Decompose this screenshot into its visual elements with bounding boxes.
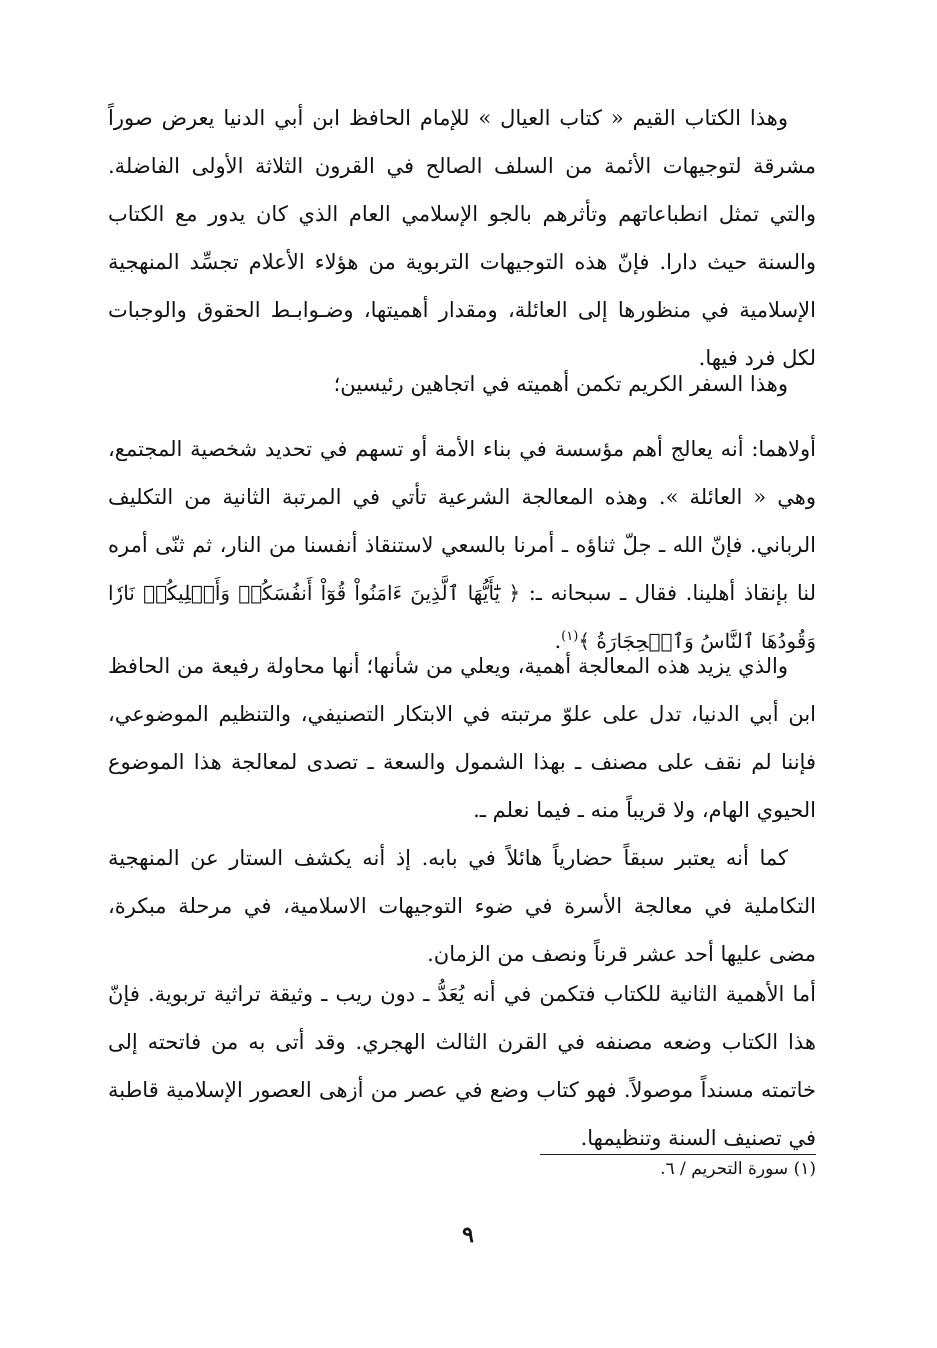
paragraph-intro-text: وهذا الكتاب القيم « كتاب العيال » للإمام الحافظ ابن أبي الدنيا يعرض صوراً مشرقة لتوجيهات الأئمة من السلف الصالح في القرون الثلاثة الأولى الفاضلة. والتي تمثل انطباعاتهم وتأثرهم بالجو الإسلامي العام الذي كان يدور مع الكتاب والسنة حيث دارا. فإنّ هذه التوجيهات التربوية من هؤلاء الأعلام تجسِّد المنهجية الإسلامية في منظورها إلى العائلة، ومقدار أهميتها، وضـوابـط الحقوق والوجبات لكل فرد فيها. bbox=[108, 106, 816, 370]
paragraph-first-aspect-text: أولاهما: أنه يعالج أهم مؤسسة في بناء الأمة أو تسهم في تحديد شخصية المجتمع، وهي « العائلة ». وهذه المعالجة الشرعية تأتي في المرتبة الثانية من التكليف الرباني. فإنّ الله ـ جلّ ثناؤه ـ أمرنا بالسعي لاستنقاذ أنفسنا من النار، ثم ثنّى أمره لنا بإنقاذ أهلينا. فقال ـ سبحانه ـ: bbox=[108, 437, 816, 605]
quran-verse: ﴿ يَٰٓأَيُّهَا ٱلَّذِينَ ءَامَنُواْ قُوٓاْ أَنفُسَكُمۡ وَأَهۡلِيكُمۡ نَارٗا وَقُودُهَا ٱلنَّاسُ وَٱلۡحِجَارَةُ ﴾ bbox=[108, 581, 816, 653]
page-number: ٩ bbox=[462, 1222, 474, 1248]
paragraph-intro bbox=[108, 94, 816, 382]
paragraph-innovation bbox=[108, 642, 816, 834]
footnote-reference: (١) bbox=[561, 629, 579, 644]
paragraph-importance-text: وهذا السفر الكريم تكمن أهميته في اتجاهين رئيسين؛ bbox=[333, 372, 788, 396]
paragraph-first-aspect bbox=[108, 425, 816, 665]
paragraph-end-mark: . bbox=[554, 629, 562, 653]
paragraph-second-aspect bbox=[108, 970, 816, 1162]
paragraph-importance bbox=[108, 360, 816, 408]
footnote-text: (١) سورة التحريم / ٦. bbox=[660, 1159, 816, 1179]
paragraph-second-aspect-text: أما الأهمية الثانية للكتاب فتكمن في أنه يُعَدُّ ـ دون ريب ـ وثيقة تراثية تربوية. فإنّ هذا الكتاب وضعه مصنفه في القرن الثالث الهجري. وقد أتى به من فاتحته إلى خاتمته مسنداً موصولاً. فهو كتاب وضع في عصر من أزهى العصور الإسلامية قاطبة في تصنيف السنة وتنظيمها. bbox=[108, 982, 816, 1150]
paragraph-civilizational bbox=[108, 834, 816, 978]
footnote bbox=[400, 1154, 816, 1184]
paragraph-civilizational-text: كما أنه يعتبر سبقاً حضارياً هائلاً في بابه. إذ أنه يكشف الستار عن المنهجية التكاملية في معالجة الأسرة في ضوء التوجيهات الاسلامية، في مرحلة مبكرة، مضى عليها أحد عشر قرناً ونصف من الزمان. bbox=[108, 846, 816, 966]
paragraph-innovation-text: والذي يزيد هذه المعالجة أهمية، ويعلي من شأنها؛ أنها محاولة رفيعة من الحافظ ابن أبي الدنيا، تدل على علوّ مرتبته في الابتكار التصنيفي، والتنظيم الموضوعي، فإننا لم نقف على مصنف ـ بهذا الشمول والسعة ـ تصدى لمعالجة هذا الموضوع الحيوي الهام، ولا قريباً منه ـ فيما نعلم ـ. bbox=[108, 654, 816, 822]
